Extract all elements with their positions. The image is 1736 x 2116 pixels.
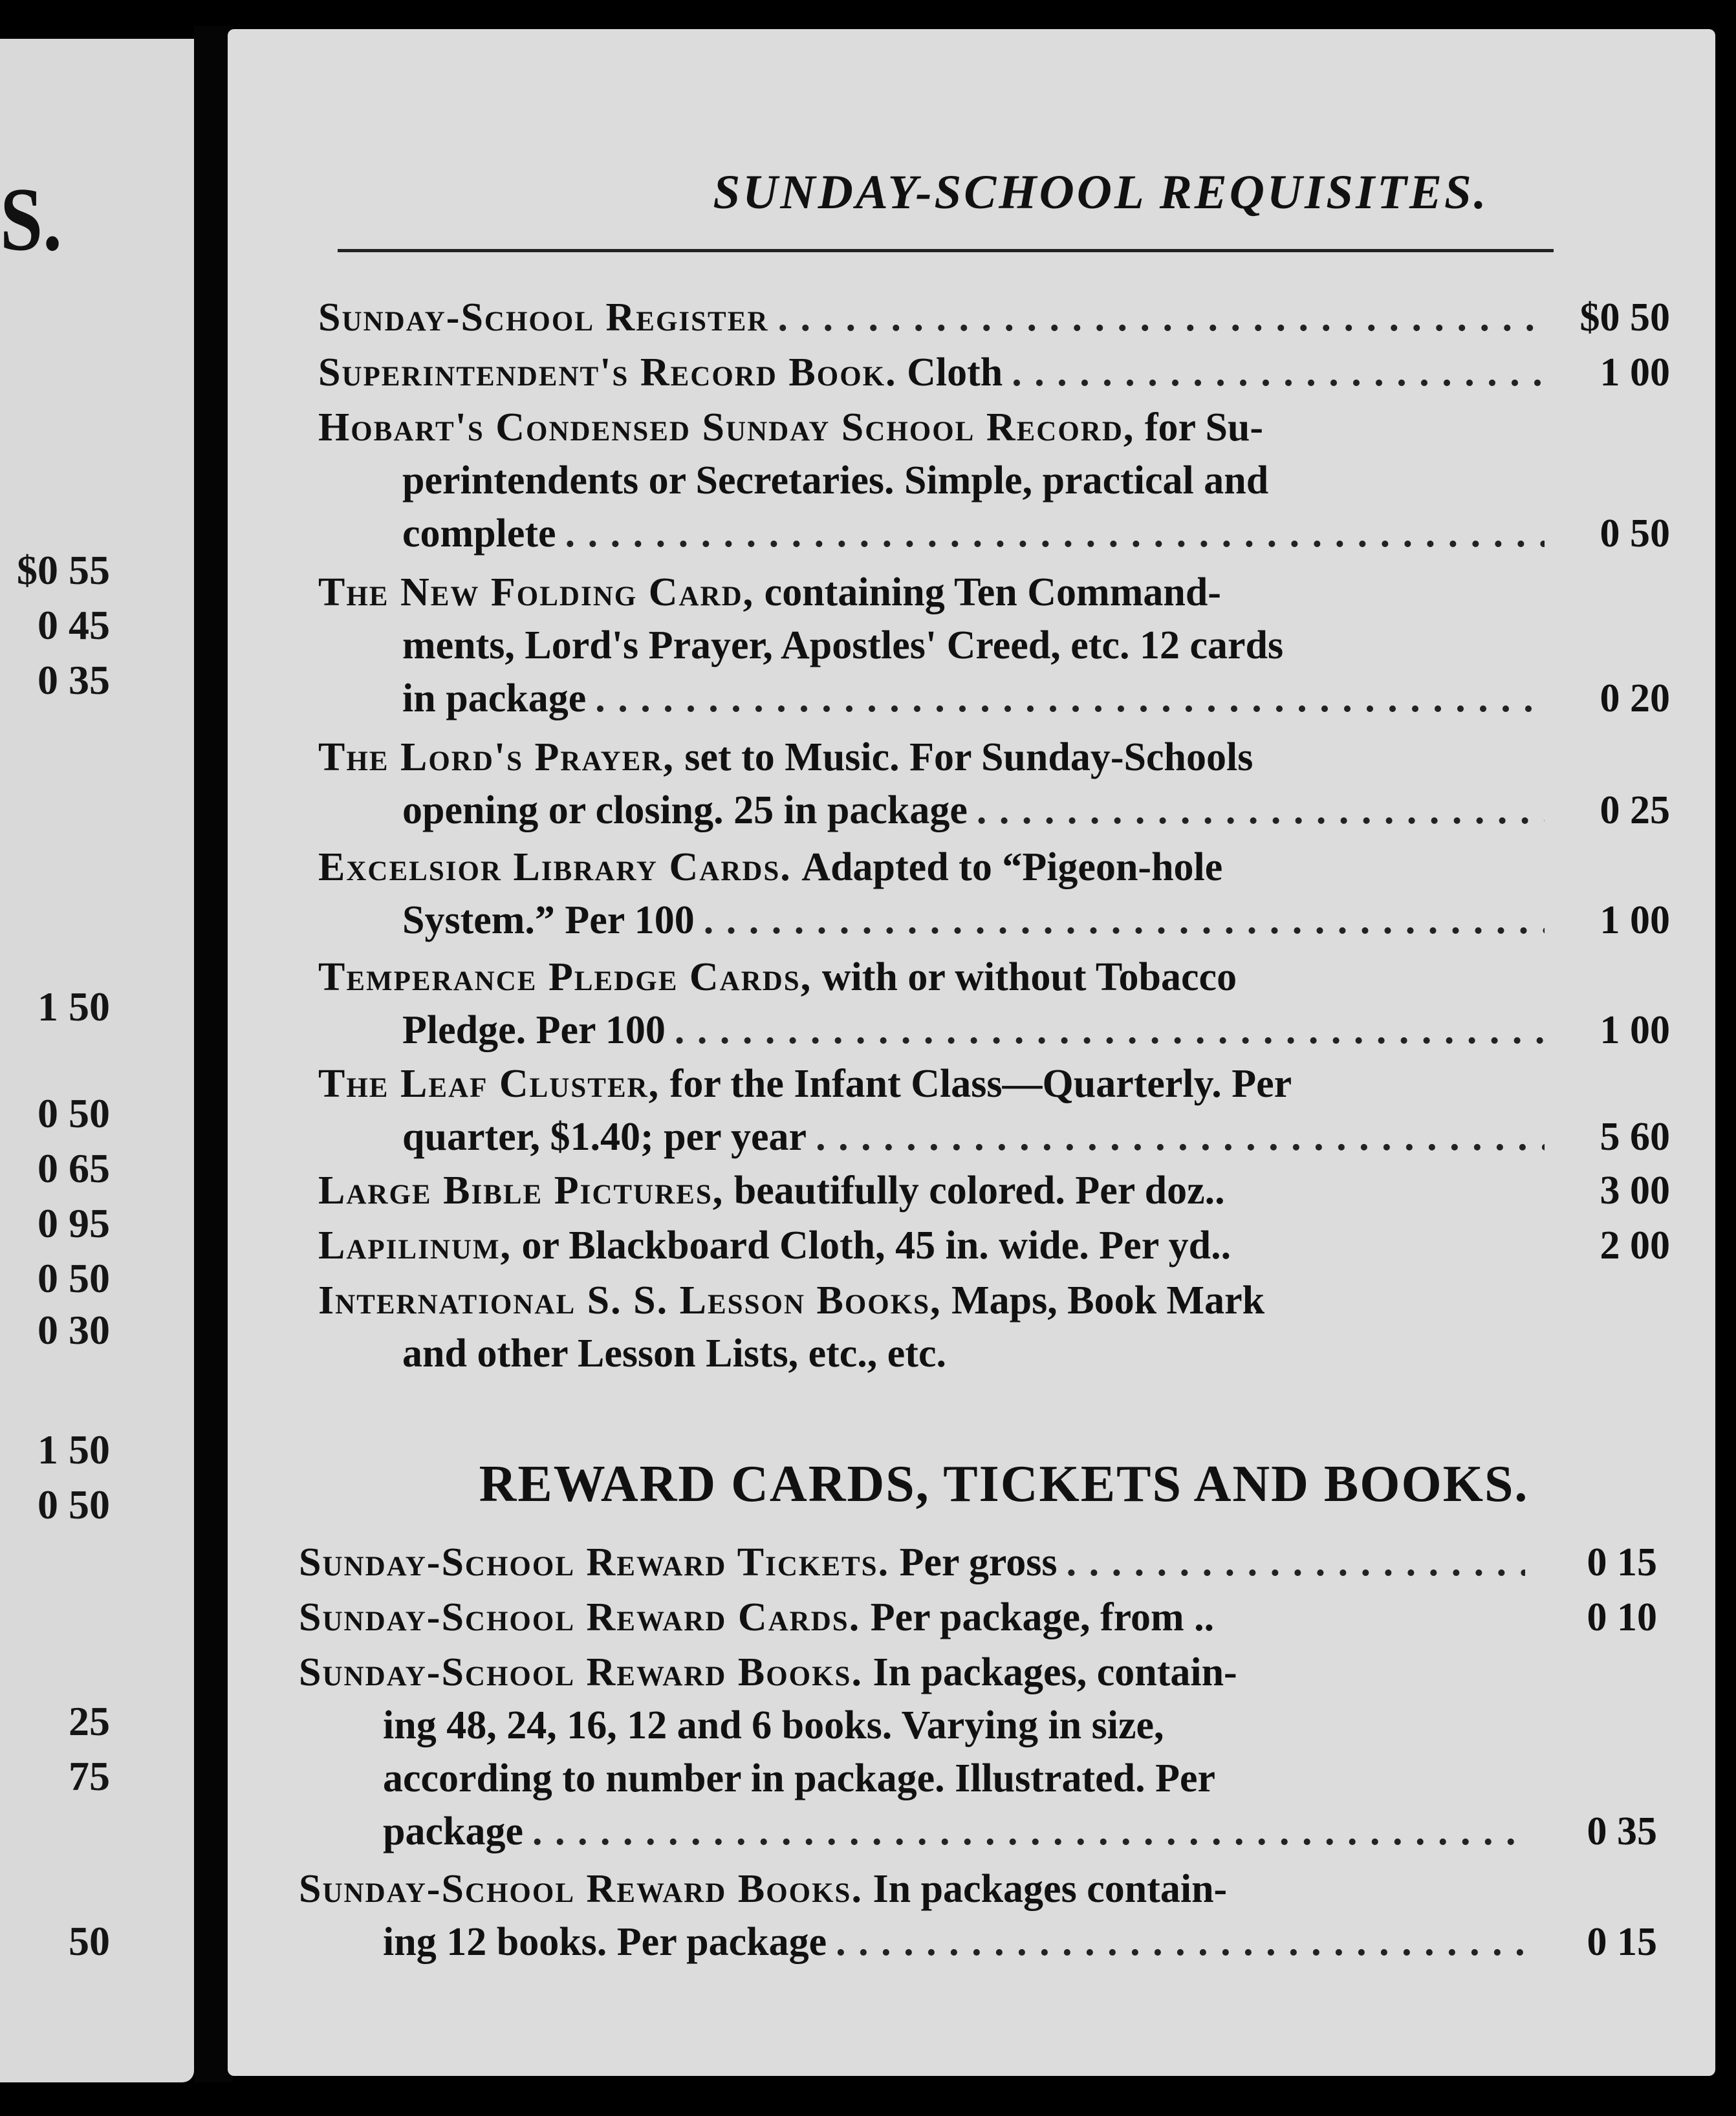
facing-page-fragment	[0, 39, 194, 2082]
entry-description: perintendents or Secretaries. Simple, practical and	[402, 459, 1269, 502]
facing-page-price: 50	[69, 1918, 110, 1964]
entry-description: In packages contain-	[873, 1867, 1228, 1911]
facing-page-price: 1 50	[38, 1427, 110, 1473]
entry-description: ing 12 books. Per package	[383, 1920, 827, 1964]
leader-dots	[977, 784, 1545, 837]
leader-dots	[532, 1805, 1525, 1858]
entry-name: Large Bible Pictures,	[318, 1169, 724, 1213]
entry-description: In packages, contain-	[873, 1650, 1237, 1694]
catalog-entry	[299, 1646, 1657, 1858]
entry-description: containing Ten Command-	[764, 570, 1221, 614]
entry-price: 1 00	[1600, 898, 1670, 942]
catalog-entry	[318, 291, 1670, 344]
facing-page-price: 0 95	[38, 1200, 110, 1246]
catalog-entry	[318, 731, 1670, 837]
facing-page-price: 0 45	[38, 602, 110, 648]
catalog-entry	[318, 1164, 1670, 1217]
catalog-entry	[299, 1862, 1657, 1969]
entry-name: The Leaf Cluster,	[318, 1062, 660, 1106]
leader-dots	[777, 291, 1545, 344]
entry-description: Pledge. Per 100	[402, 1008, 666, 1052]
entry-price: $0 50	[1579, 296, 1670, 340]
entry-description: complete	[402, 512, 556, 556]
entry-name: International S. S. Lesson Books,	[318, 1279, 942, 1322]
catalog-entry	[318, 346, 1670, 399]
facing-page-price: $0 55	[17, 547, 110, 593]
entry-price: 2 00	[1600, 1224, 1670, 1268]
entry-description: Per gross	[899, 1540, 1058, 1584]
catalog-entry	[318, 841, 1670, 947]
entry-description: quarter, $1.40; per year	[402, 1115, 807, 1159]
leader-dots	[595, 672, 1545, 725]
facing-page-price: 0 65	[38, 1145, 110, 1191]
entry-description: Per package, from ..	[870, 1595, 1215, 1639]
facing-page-price: 75	[69, 1753, 110, 1799]
facing-page-price: 0 50	[38, 1482, 110, 1528]
entry-description: Adapted to “Pigeon-hole	[801, 845, 1223, 889]
entry-name: Hobart's Condensed Sunday School Record,	[318, 405, 1135, 449]
catalog-entry	[318, 1057, 1670, 1163]
facing-page-price: 0 30	[38, 1307, 110, 1353]
entry-price: 0 25	[1600, 788, 1670, 832]
catalog-entry	[299, 1536, 1657, 1589]
leader-dots	[675, 1004, 1545, 1057]
facing-page-heading: S.	[0, 169, 62, 270]
entry-description: or Blackboard Cloth, 45 in. wide. Per yd..	[521, 1224, 1231, 1268]
entry-description: and other Lesson Lists, etc., etc.	[402, 1332, 946, 1376]
entry-description: beautifully colored. Per doz..	[733, 1169, 1225, 1213]
entry-name: Sunday-School Reward Books.	[299, 1650, 863, 1694]
entry-description: set to Music. For Sunday-Schools	[684, 735, 1253, 779]
catalog-entry	[318, 1274, 1554, 1380]
leader-dots	[1012, 346, 1545, 399]
entry-description: with or without Tobacco	[821, 955, 1237, 999]
entry-description: Cloth	[907, 351, 1003, 394]
entry-description: for the Infant Class—Quarterly. Per	[669, 1062, 1292, 1106]
entry-price: 5 60	[1600, 1115, 1670, 1159]
entry-description: according to number in package. Illustrated. Per	[383, 1756, 1216, 1800]
entry-name: Sunday-School Reward Tickets.	[299, 1540, 890, 1584]
entry-price: 0 20	[1600, 676, 1670, 720]
catalog-entry	[318, 566, 1670, 725]
facing-page-price: 0 50	[38, 1255, 110, 1301]
facing-page-price: 1 50	[38, 984, 110, 1030]
entry-name: Temperance Pledge Cards,	[318, 955, 812, 999]
catalog-page	[228, 29, 1715, 2076]
entry-name: Sunday-School Register	[318, 296, 769, 340]
entry-name: Sunday-School Reward Books.	[299, 1867, 863, 1911]
catalog-entry	[299, 1591, 1657, 1644]
entry-name: The New Folding Card,	[318, 570, 755, 614]
entry-price: 0 50	[1600, 512, 1670, 556]
section-heading: REWARD CARDS, TICKETS AND BOOKS.	[479, 1456, 1529, 1513]
page-title: SUNDAY-SCHOOL REQUISITES.	[713, 166, 1489, 219]
title-rule	[338, 249, 1554, 252]
leader-dots	[836, 1916, 1525, 1969]
facing-page-price: 0 35	[38, 657, 110, 703]
entry-price: 0 15	[1587, 1920, 1657, 1964]
entry-description: Maps, Book Mark	[951, 1279, 1265, 1322]
entry-description: in package	[402, 676, 587, 720]
entry-description: ing 48, 24, 16, 12 and 6 books. Varying in size,	[383, 1703, 1164, 1747]
entry-description: System.” Per 100	[402, 898, 695, 942]
entry-name: Superintendent's Record Book.	[318, 351, 897, 394]
entry-description: package	[383, 1809, 523, 1853]
entry-name: Excelsior Library Cards.	[318, 845, 792, 889]
catalog-entry	[318, 951, 1670, 1057]
entry-description: opening or closing. 25 in package	[402, 788, 968, 832]
catalog-entry	[318, 1219, 1670, 1272]
leader-dots	[565, 507, 1545, 560]
entry-price: 0 15	[1587, 1540, 1657, 1584]
entry-price: 3 00	[1600, 1169, 1670, 1213]
book-gutter	[194, 26, 233, 2082]
leader-dots	[1067, 1536, 1525, 1589]
leader-dots	[704, 894, 1545, 947]
entry-description: ments, Lord's Prayer, Apostles' Creed, etc. 12 cards	[402, 623, 1284, 667]
entry-price: 1 00	[1600, 1008, 1670, 1052]
entry-price: 0 10	[1587, 1595, 1657, 1639]
catalog-entry	[318, 401, 1670, 560]
entry-name: Lapilinum,	[318, 1224, 512, 1268]
entry-name: The Lord's Prayer,	[318, 735, 675, 779]
entry-name: Sunday-School Reward Cards.	[299, 1595, 861, 1639]
entry-description: for Su-	[1144, 405, 1264, 449]
facing-page-price: 25	[69, 1698, 110, 1744]
entry-price: 1 00	[1600, 351, 1670, 394]
leader-dots	[816, 1110, 1545, 1163]
entry-price: 0 35	[1587, 1809, 1657, 1853]
facing-page-price: 0 50	[38, 1090, 110, 1136]
